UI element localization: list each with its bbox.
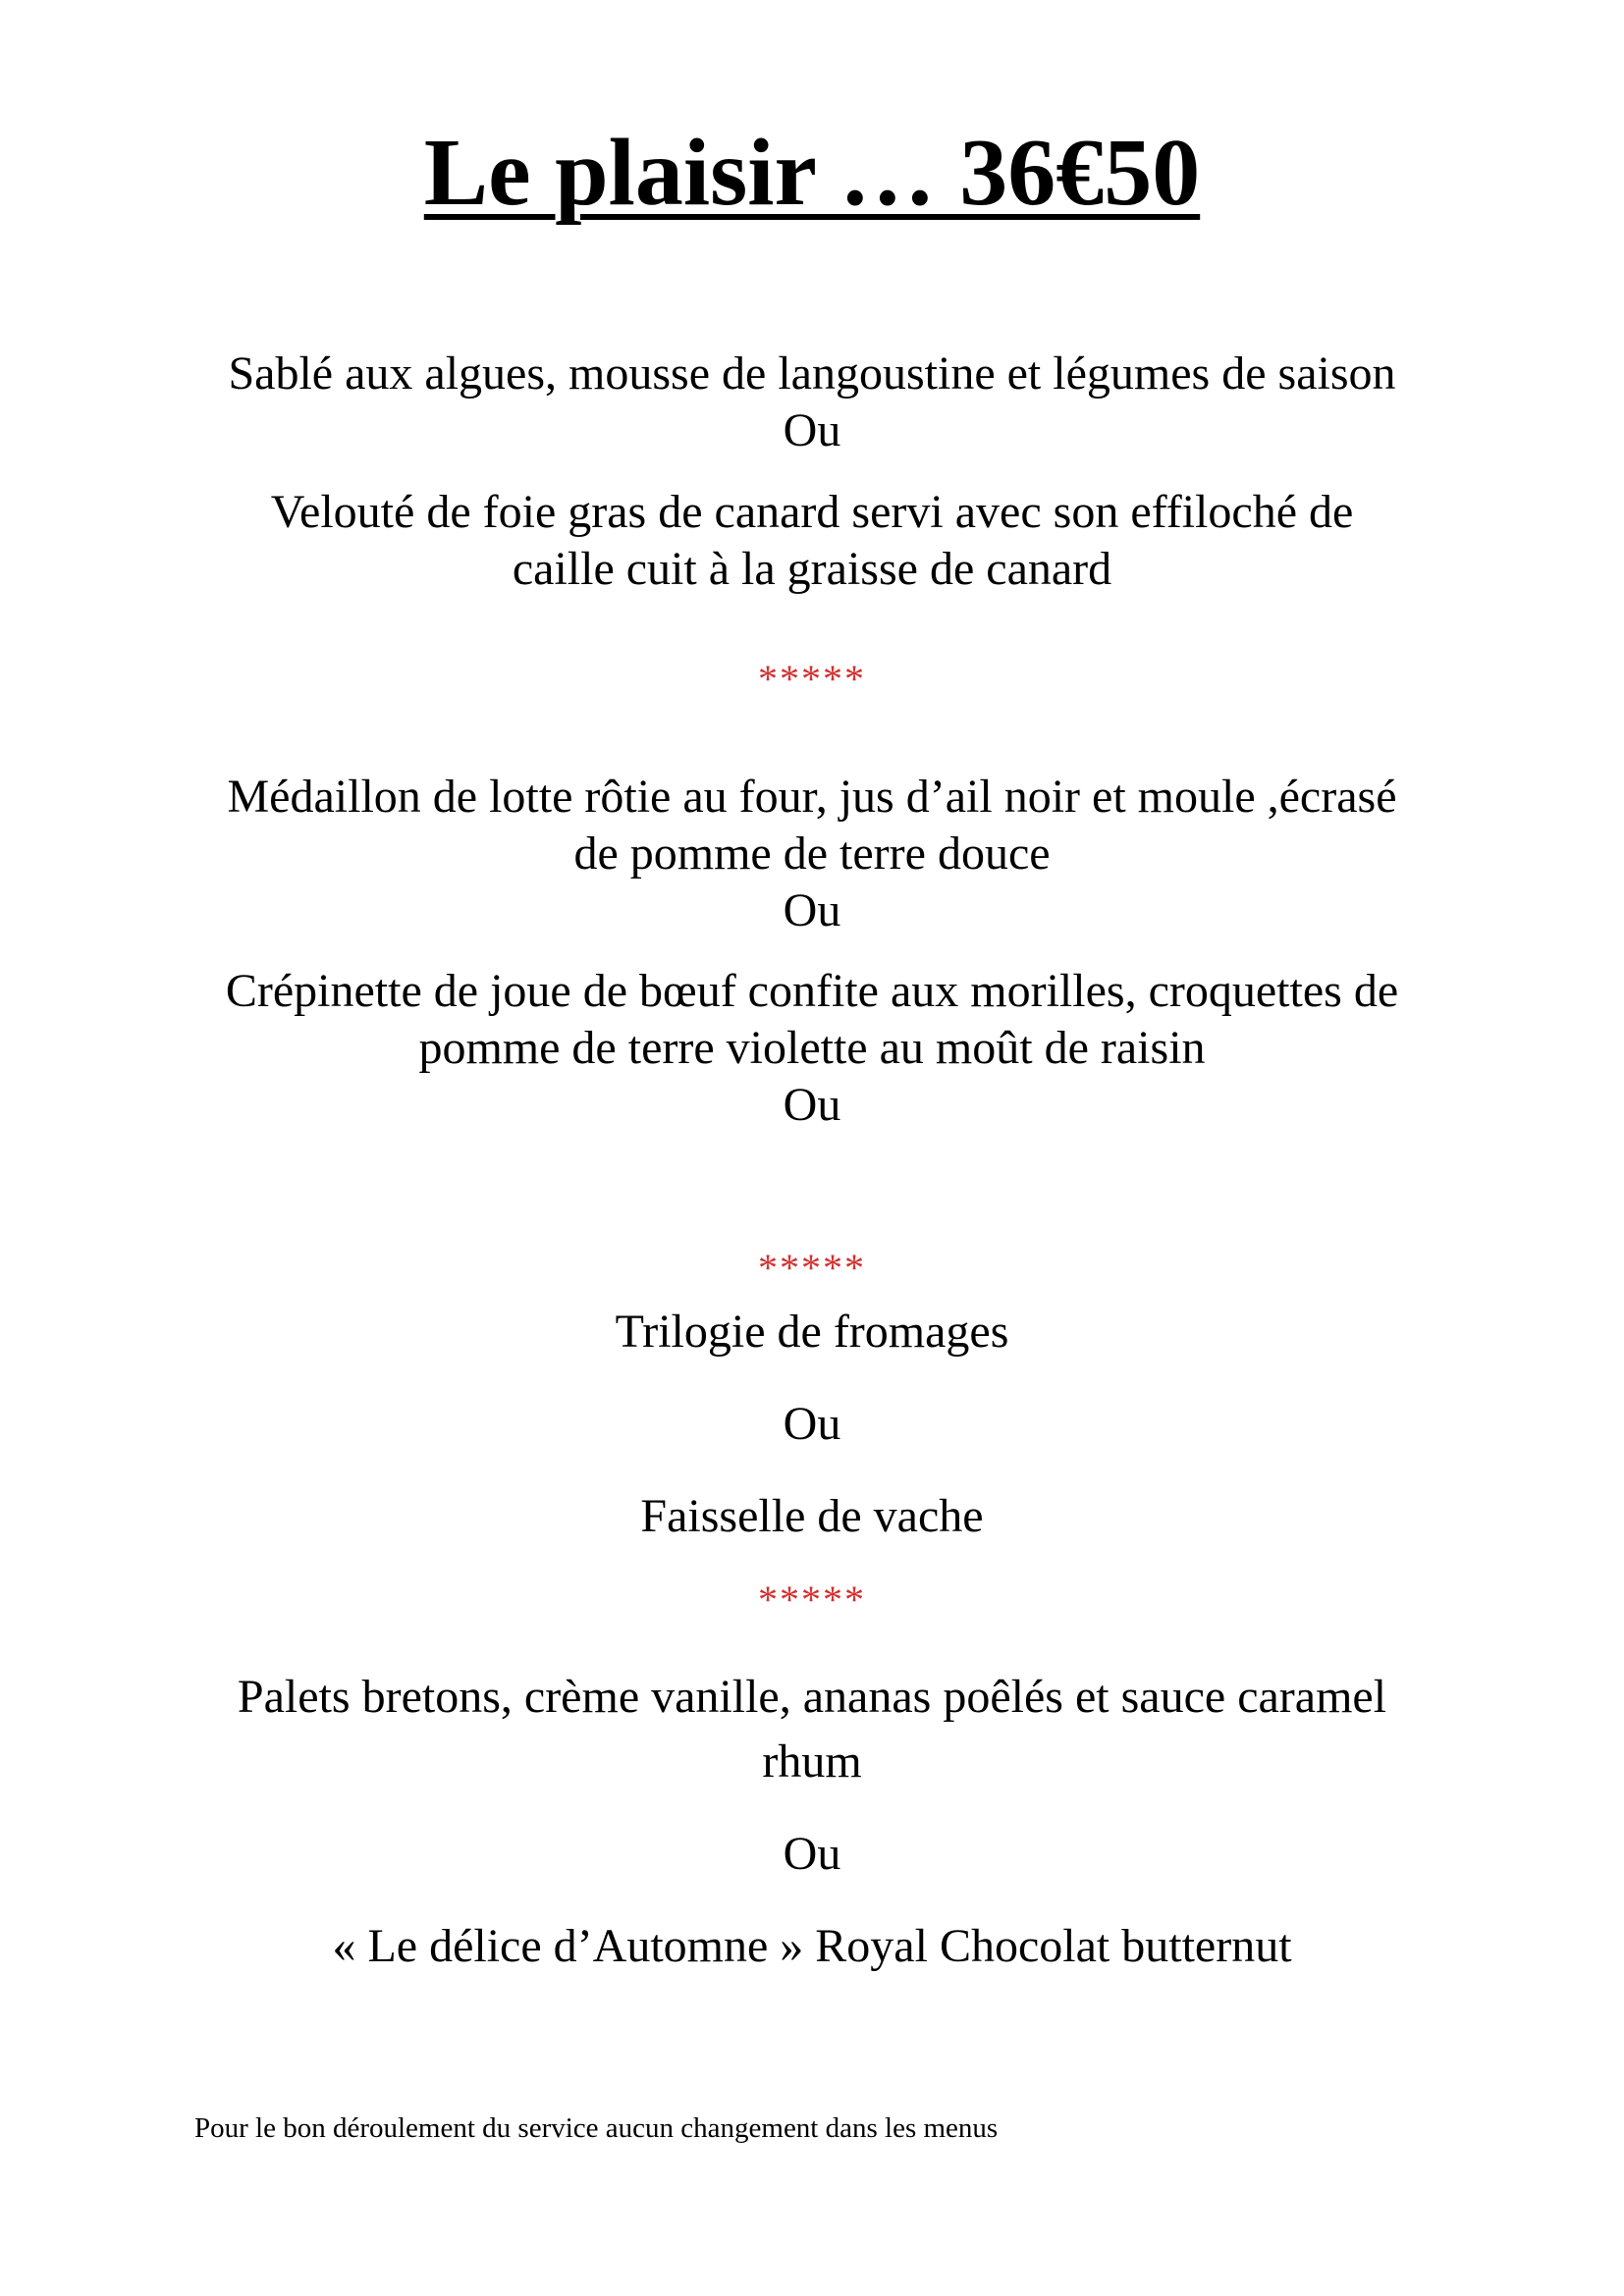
separator-3: ***** xyxy=(758,1577,866,1622)
main-option-1-line-2: de pomme de terre douce xyxy=(573,828,1051,880)
separator-1: ***** xyxy=(758,657,866,701)
main-or-1: Ou xyxy=(783,884,841,936)
cheese-or: Ou xyxy=(783,1398,841,1450)
main-option-2-line-2: pomme de terre violette au moût de raisin xyxy=(418,1022,1206,1074)
dessert-option-1-line-1: Palets bretons, crème vanille, ananas poêlés et sauce caramel xyxy=(237,1671,1387,1723)
starter-option-2-line-1: Velouté de foie gras de canard servi avec son effiloché de xyxy=(270,486,1354,538)
main-option-1-line-1: Médaillon de lotte rôtie au four, jus d’ail noir et moule ,écrasé xyxy=(227,771,1397,823)
cheese-option-2: Faisselle de vache xyxy=(640,1490,984,1542)
main-or-2: Ou xyxy=(783,1079,841,1131)
cheese-option-1: Trilogie de fromages xyxy=(615,1306,1009,1358)
dessert-option-2: « Le délice d’Automne » Royal Chocolat butternut xyxy=(332,1920,1292,1972)
separator-2: ***** xyxy=(758,1246,866,1290)
dessert-or: Ou xyxy=(783,1828,841,1880)
dessert-option-1-line-2: rhum xyxy=(762,1735,862,1788)
starter-option-2-line-2: caille cuit à la graisse de canard xyxy=(512,543,1112,595)
menu-title: Le plaisir … 36€50 xyxy=(423,120,1201,226)
main-option-2-line-1: Crépinette de joue de bœuf confite aux morilles, croquettes de xyxy=(225,965,1399,1017)
service-footnote: Pour le bon déroulement du service aucun changement dans les menus xyxy=(194,2112,999,2144)
starter-option-1: Sablé aux algues, mousse de langoustine et légumes de saison xyxy=(228,347,1396,400)
starter-or: Ou xyxy=(783,404,841,456)
